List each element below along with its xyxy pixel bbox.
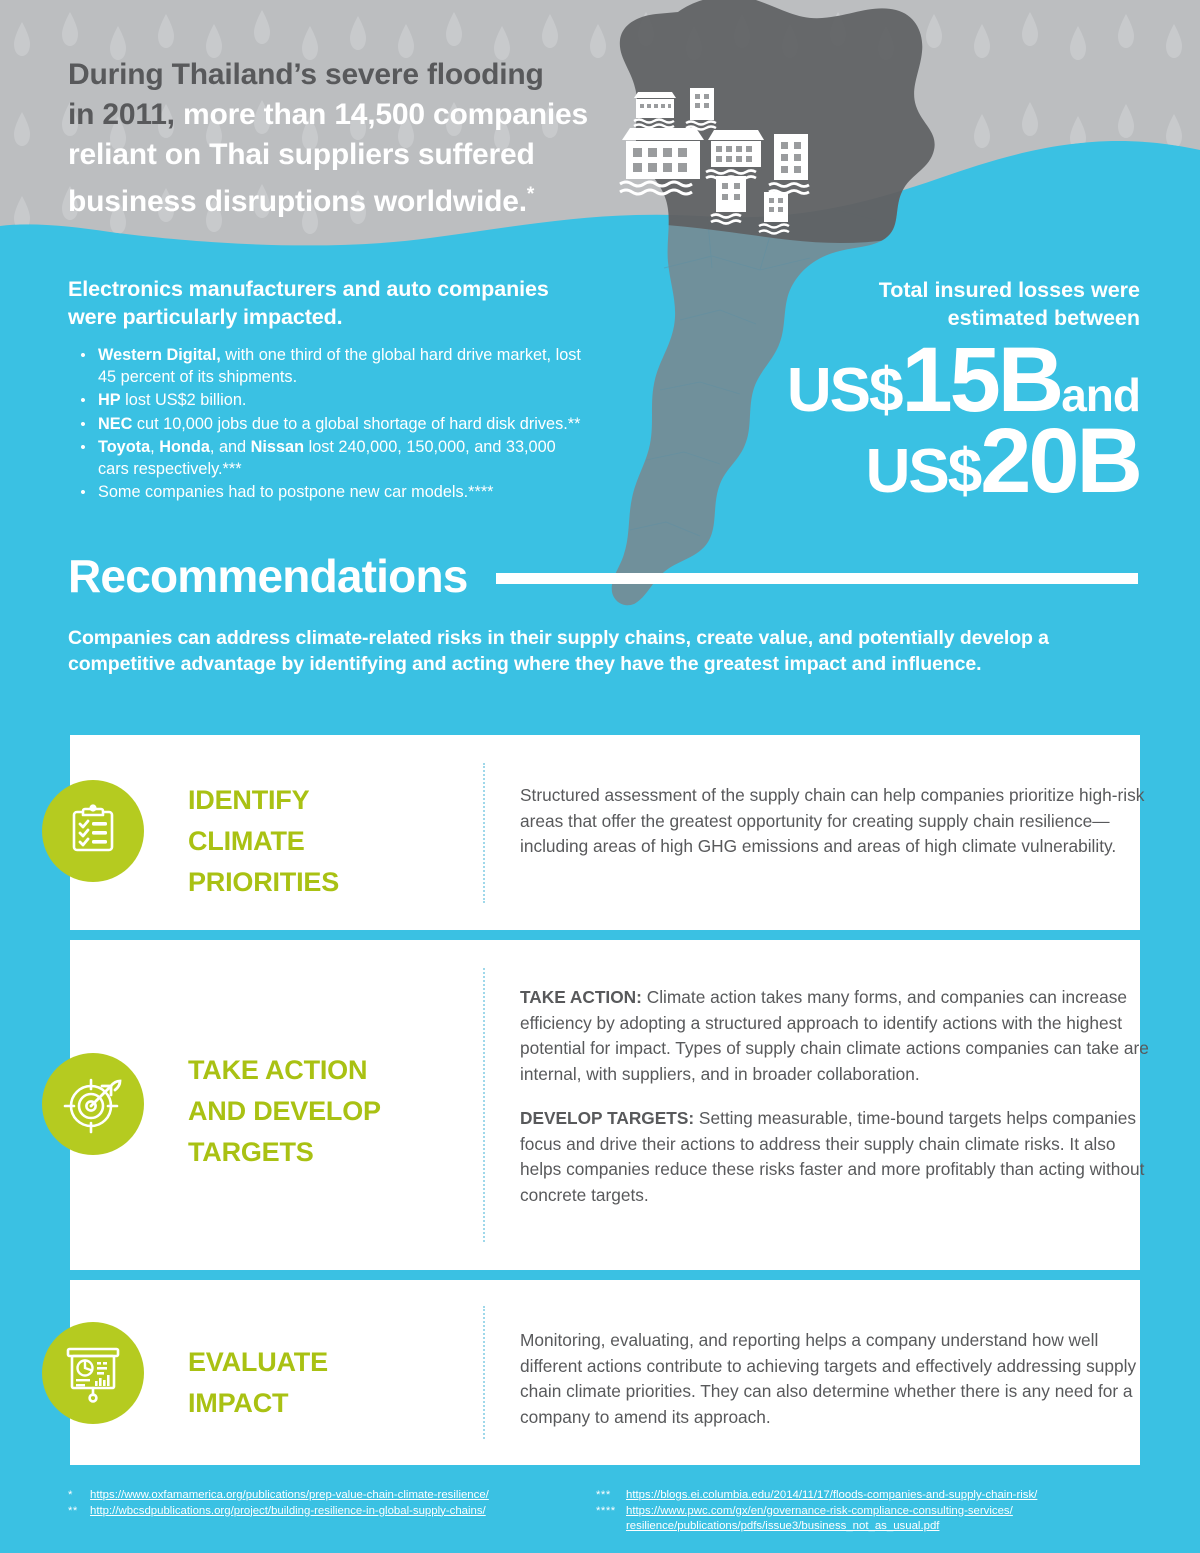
card-divider — [483, 1306, 485, 1439]
card-title-take-action: TAKE ACTION AND DEVELOP TARGETS — [188, 1055, 381, 1167]
bullet-marker: • — [80, 439, 86, 456]
amount-high: 20B — [980, 409, 1140, 512]
footnotes — [68, 1488, 1148, 1535]
footnote-row — [68, 1488, 596, 1504]
headline-line-3: reliant on Thai suppliers suffered — [68, 138, 535, 171]
bullet-text: Some companies had to postpone new car models.**** — [98, 483, 494, 501]
impact-heading-line-2: were particularly impacted. — [68, 305, 343, 329]
bullet-marker: • — [80, 484, 86, 501]
impact-heading-line-1: Electronics manufacturers and auto companies — [68, 277, 549, 301]
card-paragraph: Structured assessment of the supply chain can help companies prioritize high-risk areas that offer the greatest opportunity for creating supply chain resilience—including areas of high GHG emissions and areas of high climate vulnerability. — [520, 785, 1145, 856]
footnote-marker: **** — [596, 1504, 616, 1517]
currency-prefix-low: US$ — [786, 356, 902, 425]
recommendation-card-evaluate — [70, 1280, 1140, 1465]
building-lower-center — [711, 176, 746, 224]
building-tall-right — [769, 134, 809, 194]
impact-bullet-item — [68, 390, 588, 412]
footnotes-left-column — [68, 1488, 596, 1535]
card-divider — [483, 968, 485, 1242]
losses-caption-line-1: Total insured losses were — [878, 278, 1140, 302]
card-paragraph: Monitoring, evaluating, and reporting helps a company understand how well different actions contribute to achieving targets and effectively addressing supply chain climate priorities. They can also determine whether there is any need for a company to amend its approach. — [520, 1330, 1137, 1427]
bullet-marker: • — [80, 347, 86, 364]
bullet-text: Western Digital, with one third of the global hard drive market, lost 45 percent of its shipments. — [98, 346, 581, 386]
card-title-evaluate: EVALUATE IMPACT — [188, 1347, 328, 1418]
headline-line-4 — [68, 175, 588, 222]
recommendations-intro: Companies can address climate-related risks in their supply chains, create value, and potentially develop a competitive advantage by identifying and acting where they have the greatest impact and influence. — [68, 627, 1049, 675]
losses-amount-high-row — [710, 409, 1140, 512]
card-paragraph: TAKE ACTION: Climate action takes many forms, and companies can increase efficiency by adopting a structured approach to identify actions with the highest potential for impact. Types of supply chain climate actions companies can take are internal, with suppliers, and in broader collaboration. — [520, 987, 1149, 1084]
card-body-identify — [520, 783, 1160, 860]
impact-bullet-item — [68, 414, 588, 436]
flooded-buildings-icon-group — [612, 72, 842, 237]
losses-caption — [710, 276, 1140, 332]
footnote-link[interactable]: http://wbcsdpublications.org/project/building-resilience-in-global-supply-chains/ — [90, 1504, 486, 1517]
footnote-marker: ** — [68, 1504, 78, 1517]
footnote-link[interactable]: https://www.pwc.com/gx/en/governance-risk-compliance-consulting-services/ — [626, 1504, 1013, 1517]
footnote-link-continuation[interactable]: resilience/publications/pdfs/issue3/business_not_as_usual.pdf — [626, 1520, 940, 1532]
clipboard-checklist-icon — [42, 780, 144, 882]
recommendations-header — [68, 548, 1138, 604]
footnote-row — [596, 1504, 1136, 1520]
bullet-marker: • — [80, 392, 86, 409]
impact-section — [68, 275, 588, 506]
headline-line-1: During Thailand’s severe flooding — [68, 58, 544, 91]
headline-line-2-white: more than 14,500 companies — [174, 98, 588, 131]
losses-caption-line-2: estimated between — [947, 306, 1140, 330]
card-title-identify: IDENTIFY CLIMATE PRIORITIES — [188, 785, 340, 897]
card-body-take-action — [520, 985, 1160, 1208]
losses-conjunction: and — [1061, 369, 1140, 421]
recommendation-card-take-action — [70, 940, 1149, 1270]
impact-bullet-item — [68, 345, 588, 388]
footnote-link[interactable]: https://blogs.ei.columbia.edu/2014/11/17/floods-companies-and-supply-chain-risk/ — [626, 1489, 1038, 1501]
impact-heading — [68, 275, 588, 331]
building-medium-center — [706, 130, 764, 180]
impact-bullet-item — [68, 437, 588, 480]
building-lower-right — [759, 192, 789, 234]
target-arrow-icon — [42, 1053, 144, 1155]
impact-bullet-list — [68, 345, 588, 504]
headline-line-2-dark: in 2011, — [68, 98, 175, 131]
footnotes-right-column — [596, 1488, 1136, 1535]
footnote-row — [68, 1504, 596, 1520]
footnote-marker: *** — [596, 1489, 611, 1501]
footnote-link[interactable]: https://www.oxfamamerica.org/publications/prep-value-chain-climate-resilience/ — [90, 1489, 489, 1501]
bullet-text: Toyota, Honda, and Nissan lost 240,000, 150,000, and 33,000 cars respectively.*** — [98, 438, 556, 478]
headline-line-4-text: business disruptions worldwide. — [68, 185, 527, 218]
impact-bullet-item — [68, 482, 588, 504]
card-body-evaluate — [520, 1328, 1160, 1430]
bullet-marker: • — [80, 415, 86, 433]
insured-losses-section — [710, 276, 1140, 512]
headline-footnote-mark: * — [526, 184, 535, 205]
building-tall-upper-right — [686, 88, 716, 130]
amount-low: 15B — [901, 329, 1062, 431]
recommendation-card-identify — [70, 735, 1145, 930]
building-large-center — [620, 128, 704, 194]
card-divider — [483, 763, 485, 903]
bullet-text: NEC cut 10,000 jobs due to a global shortage of hard disk drives.** — [98, 414, 581, 433]
headline-line-2 — [68, 95, 588, 135]
footnote-row — [596, 1488, 1136, 1504]
title-rule-divider — [496, 573, 1138, 584]
bullet-text: HP lost US$2 billion. — [98, 391, 247, 409]
currency-prefix-high: US$ — [865, 436, 981, 506]
presentation-chart-icon — [42, 1322, 144, 1424]
footnote-marker: * — [68, 1489, 73, 1501]
page-headline — [68, 55, 588, 222]
building-small-left — [634, 92, 676, 128]
recommendations-title: Recommendations — [68, 550, 468, 602]
card-paragraph: DEVELOP TARGETS: Setting measurable, time-bound targets helps companies focus and drive their actions to address their supply chain climate risks. It also helps companies reduce these risks faster and more profitably than acting without concrete targets. — [520, 1108, 1145, 1205]
